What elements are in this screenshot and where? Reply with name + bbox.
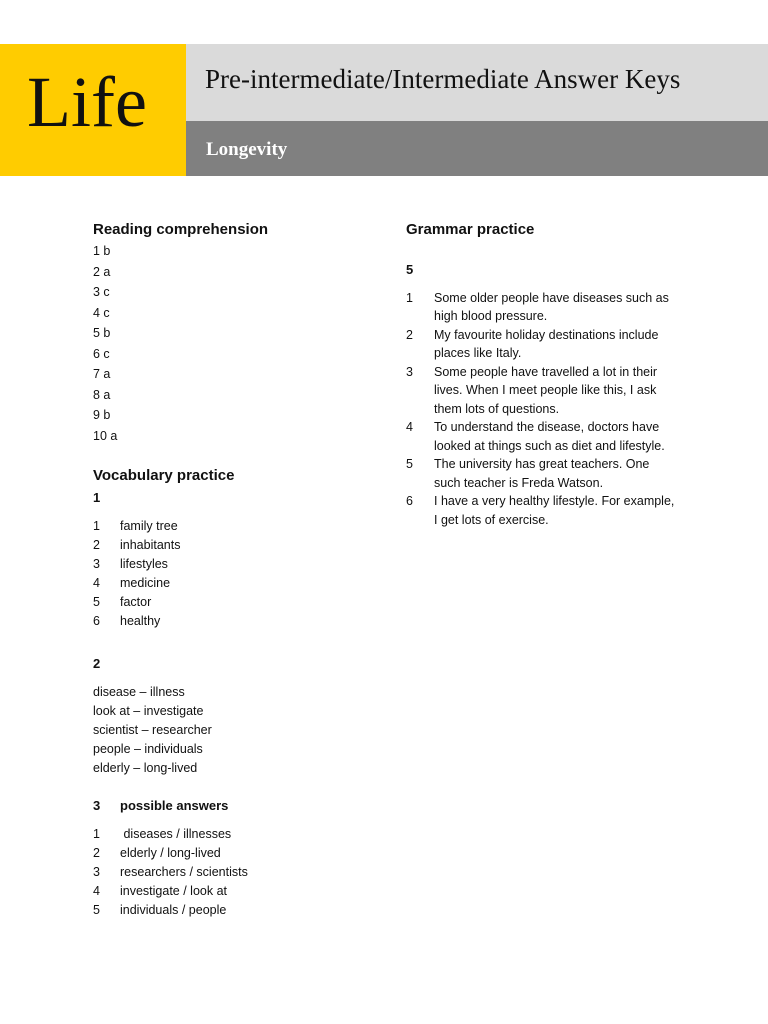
item-text: family tree <box>120 519 178 533</box>
list-item: 6 c <box>93 346 110 361</box>
list-item: 10 a <box>93 428 118 443</box>
item-number: 2 <box>93 846 100 860</box>
item-number: 3 <box>406 365 413 379</box>
list-item: 9 b <box>93 408 111 422</box>
list-item <box>406 492 696 529</box>
item-number: 4 <box>93 884 100 898</box>
grammar-list <box>406 289 696 529</box>
item-text: The university has great teachers. One such teacher is Freda Watson. <box>434 457 650 490</box>
item-number: 4 <box>93 576 100 590</box>
list-item: disease – illness <box>93 685 185 699</box>
page-header <box>0 44 768 176</box>
item-number: 1 <box>93 827 100 841</box>
list-item <box>93 517 383 536</box>
list-item: 3 c <box>93 285 110 299</box>
item-number: 2 <box>406 328 413 342</box>
list-item: 4 c <box>93 305 110 320</box>
vocab-ex2-label: 2 <box>93 656 101 671</box>
page-title: Pre-intermediate/Intermediate Answer Keys <box>205 64 681 94</box>
list-item <box>93 901 383 920</box>
list-item: 2 a <box>93 264 111 279</box>
list-item <box>93 825 383 844</box>
list-item: 1 b <box>93 244 111 258</box>
list-item: 8 a <box>93 387 111 402</box>
item-number: 5 <box>93 595 100 609</box>
item-text: I have a very healthy lifestyle. For example, I get lots of exercise. <box>434 494 675 527</box>
reading-heading: Reading comprehension <box>93 221 269 238</box>
item-number: 5 <box>93 903 100 917</box>
grammar-heading: Grammar practice <box>406 221 535 238</box>
list-item <box>93 593 383 612</box>
item-text: To understand the disease, doctors have looked at things such as diet and lifestyle. <box>434 420 665 453</box>
list-item <box>93 536 383 555</box>
list-item <box>406 363 696 418</box>
list-item: look at – investigate <box>93 704 204 718</box>
list-item <box>93 863 383 882</box>
item-number: 4 <box>406 420 413 435</box>
item-text: medicine <box>120 576 171 590</box>
vocab-ex2-list <box>93 683 383 778</box>
vocab-ex3-label: 3 <box>93 798 101 813</box>
item-text: elderly / long-lived <box>120 846 221 860</box>
left-column <box>93 220 383 920</box>
item-number: 3 <box>93 865 100 879</box>
item-text: healthy <box>120 614 161 628</box>
title-band <box>186 44 768 121</box>
unit-title: Longevity <box>206 139 288 160</box>
vocab-ex1-list <box>93 517 383 631</box>
list-item <box>93 612 383 631</box>
item-number: 1 <box>406 291 413 305</box>
list-item <box>93 574 383 593</box>
list-item: elderly – long-lived <box>93 761 198 775</box>
item-text: lifestyles <box>120 557 168 571</box>
vocab-ex1-label: 1 <box>93 490 101 505</box>
item-text: investigate / look at <box>120 884 228 898</box>
logo: Life <box>27 62 147 142</box>
item-text: My favourite holiday destinations include places like Italy. <box>434 328 659 361</box>
item-text: individuals / people <box>120 903 227 917</box>
list-item <box>93 555 383 574</box>
list-item: people – individuals <box>93 742 203 756</box>
reading-answers <box>93 241 383 446</box>
item-text: diseases / illnesses <box>120 827 232 841</box>
item-text: researchers / scientists <box>120 865 248 879</box>
list-item <box>406 418 696 455</box>
item-text: inhabitants <box>120 538 181 552</box>
item-number: 3 <box>93 557 100 571</box>
logo-box <box>0 44 186 176</box>
subtitle-band <box>186 121 768 176</box>
item-number: 6 <box>406 494 413 509</box>
item-number: 6 <box>93 614 100 628</box>
list-item <box>93 882 383 901</box>
item-number: 5 <box>406 457 413 472</box>
item-text: Some people have travelled a lot in their lives. When I meet people like this, I ask them lots of questions. <box>434 365 658 416</box>
vocab-ex3-label-row <box>93 797 383 815</box>
item-number: 1 <box>93 519 100 533</box>
grammar-ex-label: 5 <box>406 262 414 277</box>
vocabulary-heading: Vocabulary practice <box>93 467 235 484</box>
list-item <box>406 326 696 363</box>
right-column <box>406 220 696 529</box>
vocab-ex3-note: possible answers <box>120 798 229 813</box>
list-item <box>93 844 383 863</box>
vocab-ex3-list <box>93 825 383 920</box>
item-text: factor <box>120 595 152 609</box>
list-item: 7 a <box>93 367 111 381</box>
item-text: Some older people have diseases such as high blood pressure. <box>434 291 669 324</box>
item-number: 2 <box>93 538 100 552</box>
list-item: 5 b <box>93 326 111 340</box>
list-item <box>406 289 696 326</box>
list-item: scientist – researcher <box>93 723 212 737</box>
list-item <box>406 455 696 492</box>
